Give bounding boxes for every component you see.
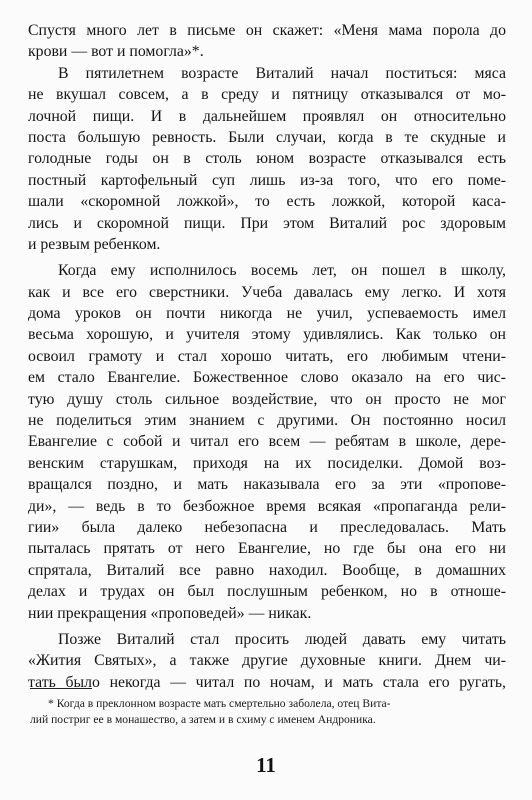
text-line: дома уроков он почти никогда не учил, успеваемость имел — [28, 305, 506, 323]
text-line: освоил грамоту и стал хорошо читать, его любимым чтени- — [28, 347, 506, 365]
text-line: весьма хорошую, и учителя этому удивлялись. Как только он — [28, 326, 506, 344]
footnote-line: лий постриг ее в монашество, а затем и в схиму с именем Андроника. — [30, 712, 376, 726]
text-line: постный картофельный суп лишь из-за того, что его поме- — [28, 171, 506, 189]
footnote — [30, 696, 506, 727]
text-line: гии» была далеко небезопасна и преследовалась. Мать — [28, 518, 506, 536]
text-line: вращался поздно, и мать наказывала его за эти «пропове- — [28, 476, 506, 494]
text-line: тую душу столь сильное воздействие, что он просто не мог — [28, 390, 506, 408]
text-line: нии прекращения «проповедей» — никак. — [28, 604, 312, 622]
text-line: тать было некогда — читал по ночам, и мать стала его ругать, — [28, 673, 506, 691]
text-line: «Жития Святых», а также другие духовные книги. Днем чи- — [28, 652, 506, 670]
text-line: шали «скоромной ложкой», то есть ложкой, которой каса- — [28, 193, 506, 211]
text-line: венским старушкам, приходя на их посиделки. Домой воз- — [28, 454, 506, 472]
footnote-separator — [30, 688, 92, 689]
text-line: лочной пищи. И в дальнейшем проявлял он относительно — [28, 107, 506, 125]
text-line: не вкушал совсем, а в среду и пятницу отказывался от мо- — [28, 86, 506, 104]
text-line: пыталась прятать от него Евангелие, но где бы она его ни — [28, 540, 506, 558]
text-line: и резвым ребенком. — [28, 235, 161, 253]
text-line: В пятилетнем возрасте Виталий начал поститься: мяса — [58, 64, 506, 82]
text-line: делах и трудах он был послушным ребенком, но в отноше- — [28, 583, 506, 601]
text-line: как и все его сверстники. Учеба давалась ему легко. И хотя — [28, 283, 506, 301]
text-line: Позже Виталий стал просить людей давать ему читать — [58, 630, 506, 648]
page-number: 11 — [256, 753, 276, 777]
text-line: не поделиться этим знанием с другими. Он постоянно носил — [28, 412, 506, 430]
footnote-line: * Когда в преклонном возрасте мать смертельно заболела, отец Вита- — [48, 697, 391, 710]
body-text — [28, 20, 506, 693]
text-line: поста большую ревность. Были случаи, когда в те скудные и — [28, 128, 506, 146]
text-line: Когда ему исполнилось восемь лет, он пошел в школу, — [58, 262, 506, 280]
text-line: Евангелие с собой и читал его всем — ребятам в школе, дере- — [28, 433, 506, 451]
text-line: крови — вот и помогла»*. — [28, 43, 204, 61]
text-line: Спустя много лет в письме он скажет: «Меня мама порола до — [28, 22, 506, 39]
text-line: голодные годы он в столь юном возрасте отказывался есть — [28, 150, 506, 168]
text-line: ем стало Евангелие. Божественное слово оказало на его чис- — [28, 369, 506, 387]
text-line: лись и скоромной пищи. При этом Виталий рос здоровым — [28, 214, 506, 232]
text-line: ди», — ведь в то безбожное время всякая «пропаганда рели- — [28, 497, 506, 515]
text-line: спрятала, Виталий все равно находил. Вообще, в домашних — [28, 561, 506, 579]
